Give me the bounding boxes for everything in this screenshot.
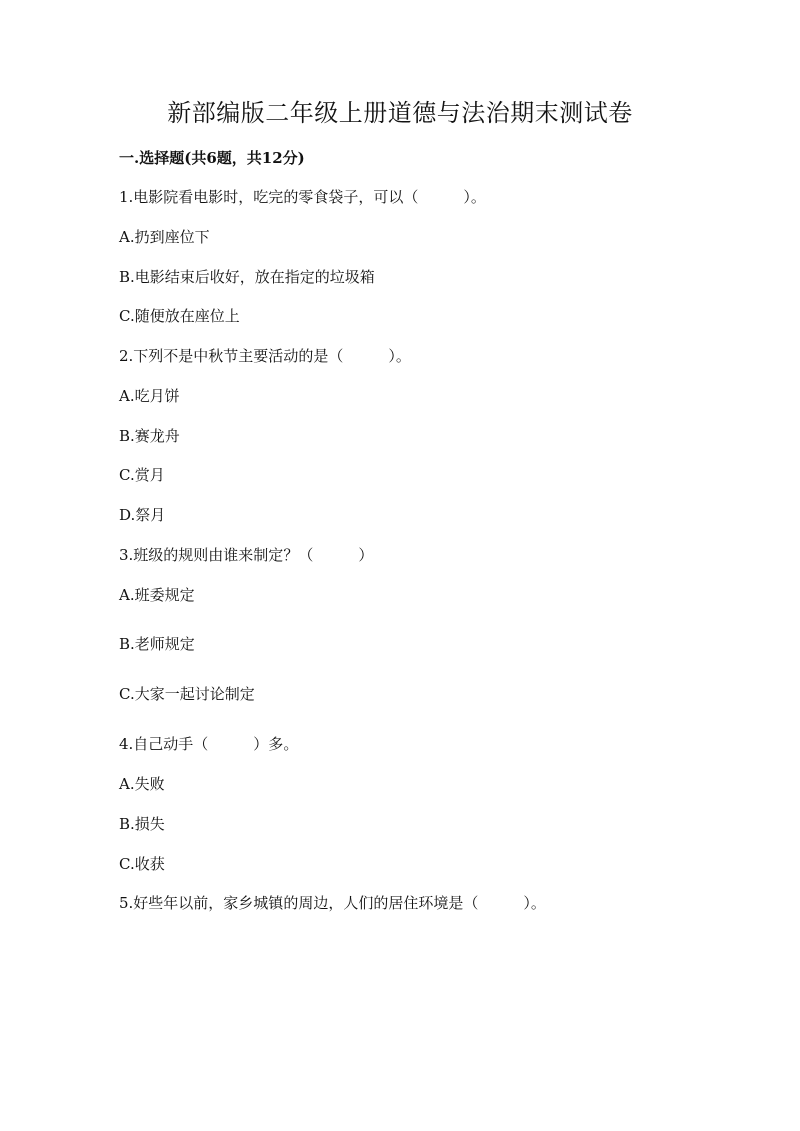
question-3-option-a: A.班委规定 xyxy=(119,586,195,604)
question-2-stem: 2.下列不是中秋节主要活动的是（ ）。 xyxy=(119,347,411,365)
question-2-option-c: C.赏月 xyxy=(119,466,165,484)
question-4-option-c: C.收获 xyxy=(119,855,165,873)
question-3-option-b: B.老师规定 xyxy=(119,635,195,653)
question-4-option-b: B.损失 xyxy=(119,815,165,833)
question-5-stem: 5.好些年以前，家乡城镇的周边，人们的居住环境是（ ）。 xyxy=(119,894,546,912)
question-3-option-c: C.大家一起讨论制定 xyxy=(119,685,255,703)
question-3-stem: 3.班级的规则由谁来制定？（ ） xyxy=(119,546,374,564)
question-1-option-c: C.随便放在座位上 xyxy=(119,307,240,325)
question-2-option-a: A.吃月饼 xyxy=(119,387,180,405)
page-title: 新部编版二年级上册道德与法治期末测试卷 xyxy=(167,99,633,127)
question-2-option-d: D.祭月 xyxy=(119,506,166,524)
question-1-stem: 1.电影院看电影时，吃完的零食袋子，可以（ ）。 xyxy=(119,188,486,206)
question-2-option-b: B.赛龙舟 xyxy=(119,427,180,445)
question-1-option-b: B.电影结束后收好，放在指定的垃圾箱 xyxy=(119,268,375,286)
question-4-stem: 4.自己动手（ ）多。 xyxy=(119,735,299,753)
section-heading: 一.选择题(共6题，共12分) xyxy=(119,149,305,167)
question-4-option-a: A.失败 xyxy=(119,775,165,793)
question-1-option-a: A.扔到座位下 xyxy=(119,228,210,246)
